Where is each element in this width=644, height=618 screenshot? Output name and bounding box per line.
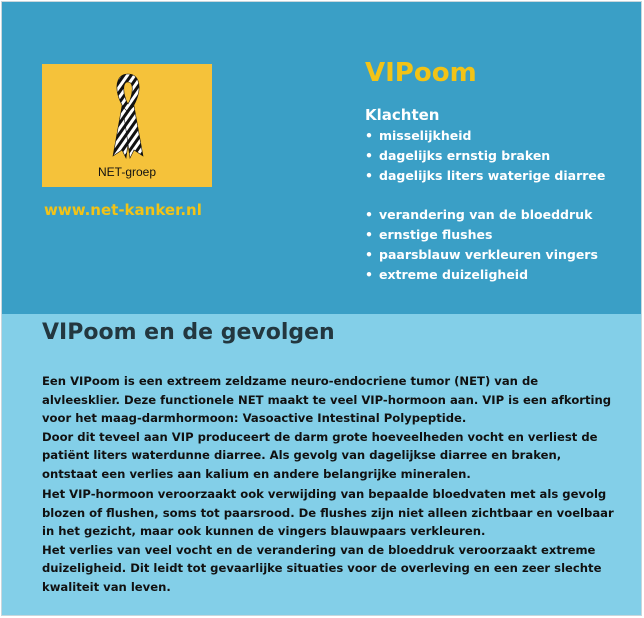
text-line: alvleesklier. Deze functionele NET maakt te veel VIP-hormoon aan. VIP is een afkorting <box>42 392 612 407</box>
paragraph-2 <box>42 485 622 596</box>
logo-text: NET-groep <box>97 165 157 179</box>
list-item: • extreme duizeligheid <box>365 265 598 285</box>
symptom-list-2 <box>365 205 598 285</box>
section-title: VIPoom en de gevolgen <box>42 320 335 345</box>
list-item: • verandering van de bloeddruk <box>365 205 598 225</box>
text-line: voor het maag-darmhormoon: Vasoactive Intestinal Polypeptide. <box>42 411 467 425</box>
paragraph-1 <box>42 372 622 483</box>
text-line: Een VIPoom is een extreem zeldzame neuro-endocriene tumor (NET) van de <box>42 374 539 388</box>
website-link[interactable]: www.net-kanker.nl <box>44 201 202 219</box>
text-line: duizeligheid. Dit leidt tot gevaarlijke situaties voor de overleving en een zeer slechte <box>42 561 602 575</box>
text-line: Door dit teveel aan VIP produceert de darm grote hoeveelheden vocht en verliest de <box>42 429 598 444</box>
list-item: • dagelijks liters waterige diarree <box>365 166 605 186</box>
text-line: kwaliteit van leven. <box>42 579 171 594</box>
list-item: • dagelijks ernstig braken <box>365 146 605 166</box>
text-line: ontstaat een verlies aan kalium en andere belangrijke mineralen. <box>42 466 471 481</box>
list-item: • paarsblauw verkleuren vingers <box>365 245 598 265</box>
complaints-heading: Klachten <box>365 106 440 124</box>
info-card <box>1 1 642 616</box>
list-item: • ernstige flushes <box>365 225 598 245</box>
text-line: in het gezicht, maar ook kunnen de vingers blauwpaars verkleuren. <box>42 524 486 538</box>
zebra-ribbon-icon <box>111 70 145 162</box>
text-line: patiënt liters waterdunne diarree. Als gevolg van dagelijkse diarree en braken, <box>42 448 562 462</box>
page-title: VIPoom <box>365 58 477 88</box>
text-line: blozen of flushen, soms tot paarsrood. De flushes zijn niet alleen zichtbaar en voelbaar <box>42 505 614 520</box>
text-line: Het VIP-hormoon veroorzaakt ook verwijding van bepaalde bloedvaten met als gevolg <box>42 487 607 501</box>
net-groep-logo <box>42 64 212 187</box>
symptom-list-1 <box>365 126 605 186</box>
text-line: Het verlies van veel vocht en de verandering van de bloeddruk veroorzaakt extreme <box>42 542 596 557</box>
list-item: • misselijkheid <box>365 126 605 146</box>
header-panel <box>2 2 641 314</box>
